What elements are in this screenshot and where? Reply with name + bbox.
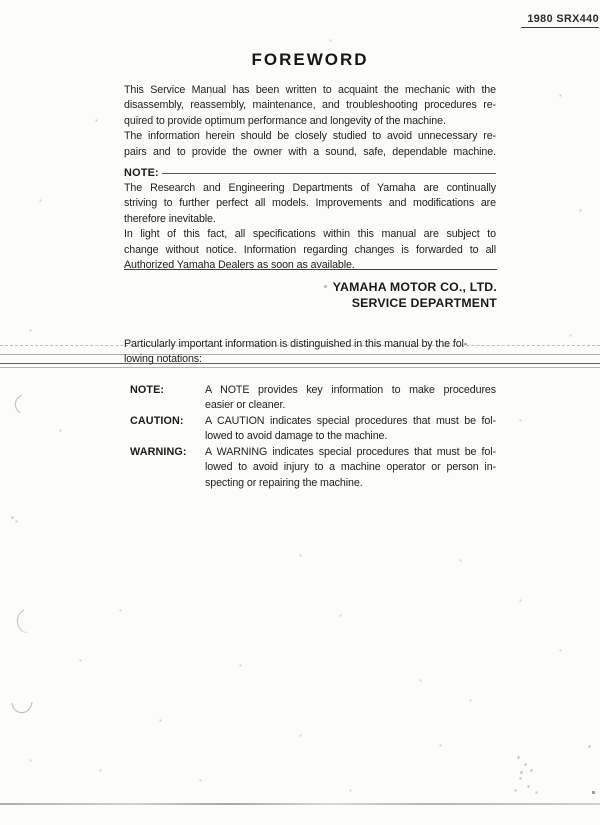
note-heading: [124, 166, 496, 180]
scan-ruled-line: [0, 367, 600, 368]
notation-definition: [205, 414, 496, 445]
model-code-text: 1980 SRX440: [527, 13, 599, 25]
scan-ruled-line: [0, 363, 600, 364]
text-line: The Research and Engineering Departments of Yamaha are continually: [124, 182, 496, 194]
notation-definition: [205, 445, 496, 491]
signature-block: [124, 279, 497, 311]
scan-page-edge: [0, 803, 600, 805]
notation-row-warning: [130, 445, 496, 491]
department-name: SERVICE DEPARTMENT: [351, 296, 497, 310]
notation-term: WARNING:: [130, 446, 187, 458]
text-line: lowed to avoid injury to a machine operator or person in-: [205, 461, 496, 474]
scan-artifact-curve: [12, 608, 30, 634]
company-name: YAMAHA MOTOR CO., LTD.: [332, 280, 497, 294]
text-line: This Service Manual has been written to acquaint the mechanic with the: [124, 84, 496, 96]
scan-artifact-curve: [10, 393, 26, 415]
text-line: therefore inevitable.: [124, 212, 216, 225]
note-heading-rule: [162, 173, 496, 174]
page-title: FOREWORD: [251, 50, 369, 69]
text-line: The information herein should be closely studied to avoid unnecessary re-: [124, 130, 496, 143]
text-line: specting or repairing the machine.: [205, 476, 363, 489]
text-line: lowing notations:: [124, 353, 202, 366]
scan-noise: [0, 0, 1, 1]
text-line: striving to further perfect all models. Improvements and modifications are: [124, 197, 496, 210]
text-line: easier or cleaner.: [205, 399, 286, 412]
text-line: lowed to avoid damage to the machine.: [205, 430, 388, 443]
model-code: [521, 13, 599, 28]
scan-artifact-curve: [9, 701, 35, 721]
intro-paragraph: [124, 83, 496, 160]
text-line: In light of this fact, all specifications within this manual are subject to: [124, 228, 496, 241]
text-line: quired to provide optimum performance and longevity of the machine.: [124, 114, 446, 127]
note-heading-label: NOTE:: [124, 167, 159, 179]
text-line: A NOTE provides key information to make procedures: [205, 384, 496, 396]
notation-row-caution: [130, 414, 496, 445]
text-line: disassembly, reassembly, maintenance, and troubleshooting procedures re-: [124, 99, 496, 112]
text-line: A CAUTION indicates special procedures that must be fol-: [205, 415, 496, 427]
notation-term: CAUTION:: [130, 415, 184, 427]
text-line: A WARNING indicates special procedures that must be fol-: [205, 446, 496, 458]
notation-term: NOTE:: [130, 384, 165, 396]
text-line: Particularly important information is distinguished in this manual by the fol-: [124, 338, 468, 350]
notation-definition: [205, 383, 496, 414]
notation-row-note: [130, 383, 496, 414]
text-line: change without notice. Information regarding changes is forwarded to all: [124, 243, 496, 256]
text-line: pairs and to provide the owner with a sound, safe, dependable machine.: [124, 145, 496, 158]
note-paragraph: [124, 181, 496, 274]
text-line: Authorized Yamaha Dealers as soon as available.: [124, 259, 355, 272]
divider-line: [124, 269, 497, 270]
